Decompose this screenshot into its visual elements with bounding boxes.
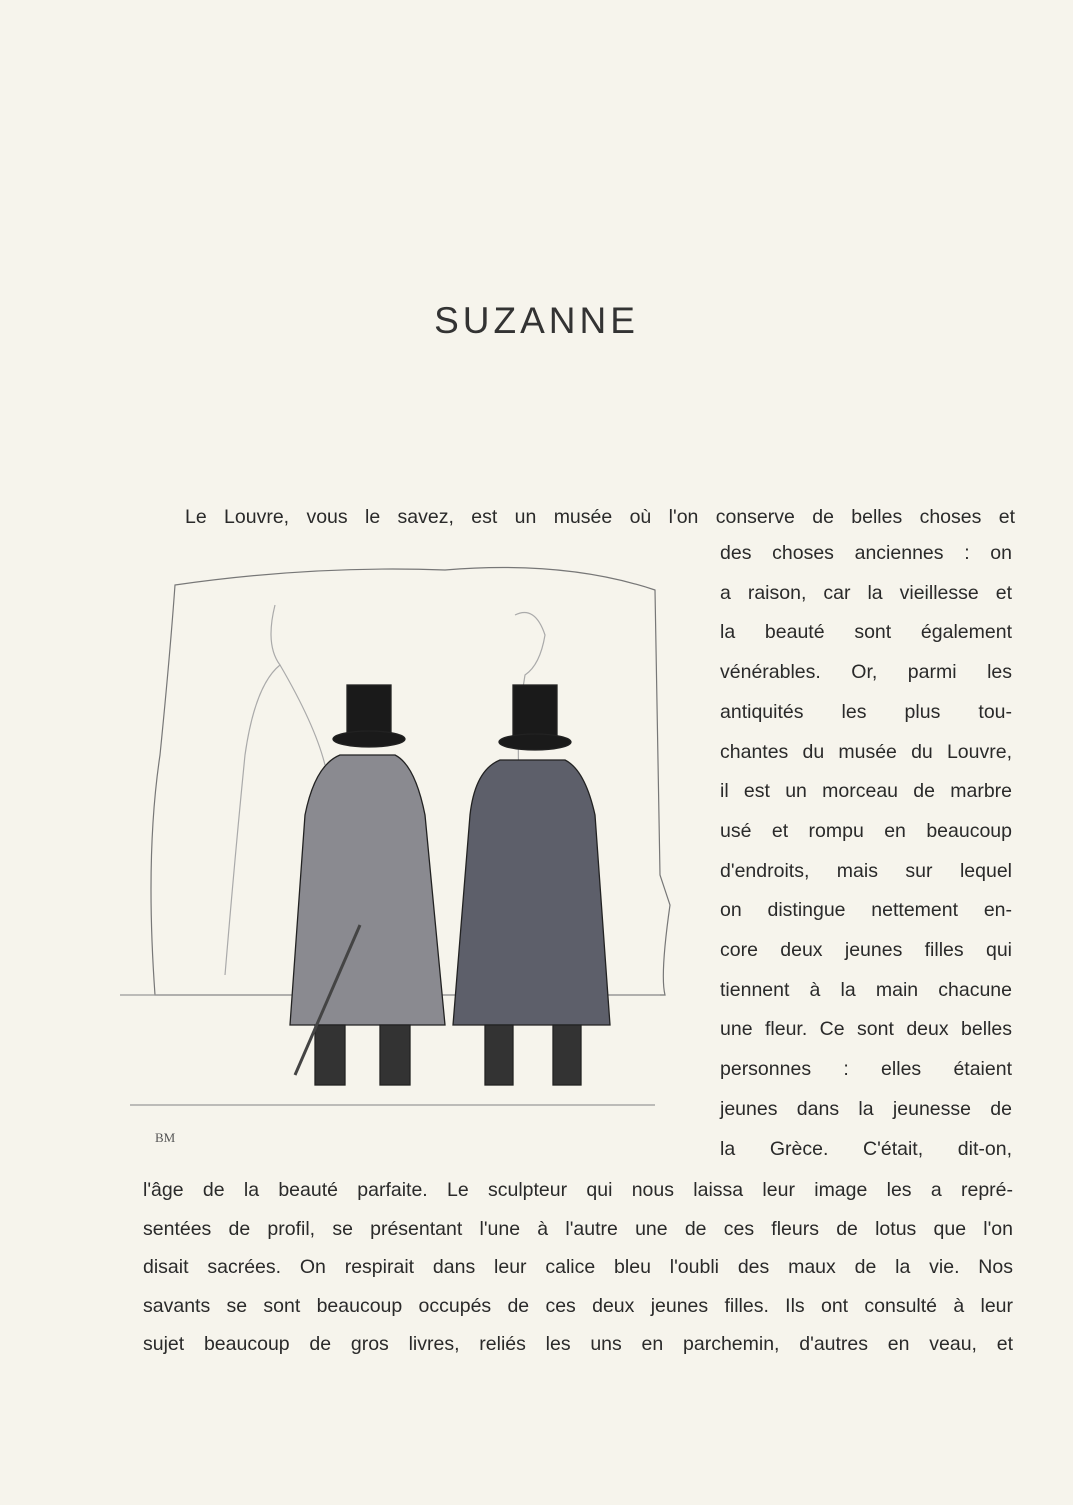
column-line: personnes : elles étaient — [720, 1058, 1012, 1081]
body-line: l'âge de la beauté parfaite. Le sculpteur qui nous laissa leur image les a repré- — [143, 1179, 1013, 1201]
column-line: usé et rompu en beaucoup — [720, 819, 1012, 842]
column-line: chantes du musée du Louvre, — [720, 740, 1012, 763]
column-line: tiennent à la main chacune — [720, 978, 1012, 1001]
column-line: il est un morceau de marbre — [720, 780, 1012, 803]
chapter-title: SUZANNE — [434, 300, 639, 341]
column-line: des choses anciennes : on — [720, 542, 1012, 564]
body-line: sentées de profil, se présentant l'une à l'autre une de ces fleurs de lotus que l'on — [143, 1217, 1013, 1240]
body-line: savants se sont beaucoup occupés de ces deux jeunes filles. Ils ont consulté à leur — [143, 1294, 1013, 1317]
column-line: une fleur. Ce sont deux belles — [720, 1018, 1012, 1041]
illustration-two-men-louvre — [115, 555, 675, 1155]
column-line: core deux jeunes filles qui — [720, 939, 1012, 961]
column-line: la Grèce. C'était, dit-on, — [720, 1137, 1012, 1160]
column-line: vénérables. Or, parmi les — [720, 661, 1012, 684]
column-line: d'endroits, mais sur lequel — [720, 859, 1012, 882]
body-line: sujet beaucoup de gros livres, reliés les uns en parchemin, d'autres en veau, et — [143, 1333, 1013, 1355]
man-left — [290, 685, 445, 1085]
column-line: la beauté sont également — [720, 621, 1012, 644]
body-line: disait sacrées. On respirait dans leur calice bleu l'oubli des maux de la vie. Nos — [143, 1256, 1013, 1278]
column-line: a raison, car la vieillesse et — [720, 581, 1012, 604]
artist-signature: BM — [155, 1130, 176, 1145]
first-line: Le Louvre, vous le savez, est un musée où l'on conserve de belles choses et — [185, 506, 1015, 528]
column-line: jeunes dans la jeunesse de — [720, 1097, 1012, 1120]
column-line: antiquités les plus tou- — [720, 700, 1012, 723]
column-line: on distingue nettement en- — [720, 899, 1012, 922]
man-right — [453, 685, 610, 1085]
